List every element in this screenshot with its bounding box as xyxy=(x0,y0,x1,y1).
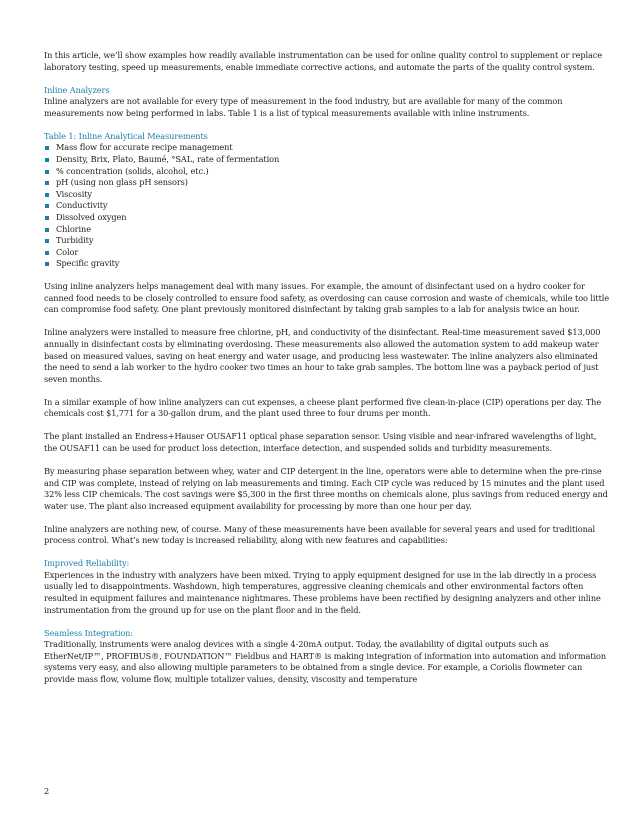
bullet-square-icon xyxy=(45,262,49,266)
bullet-square-icon xyxy=(45,170,49,174)
list-item: Density, Brix, Plato, Baumé, °SAL, rate of fermentation xyxy=(44,154,610,166)
body-paragraph: Inline analyzers are nothing new, of course. Many of these measurements have been available for several years and used for traditional process control. What’s new today is increased reliability, along with new features and capabilities: xyxy=(44,523,596,546)
list-item: Dissolved oxygen xyxy=(44,212,610,224)
list-item: Mass flow for accurate recipe management xyxy=(44,142,610,154)
list-item: Chlorine xyxy=(44,224,610,236)
improved-reliability-section xyxy=(44,558,610,616)
bullet-square-icon xyxy=(45,251,49,255)
page-number: 2 xyxy=(44,786,50,796)
improved-reliability-text: Experiences in the industry with analyzers have been mixed. Trying to apply equipment designed for use in the lab directly in a process usually led to disappointments. Washdown, high temperatures, aggressive cleaning chemicals and other environmental factors often resulted in equipment failures and maintenance nightmares. These problems have been rectified by designing analyzers and other inline instrumentation from the ground up for use on the plant floor and in the field. xyxy=(44,569,601,615)
inline-analyzers-heading: Inline Analyzers xyxy=(44,84,110,95)
seamless-integration-section xyxy=(44,628,610,686)
list-item: Color xyxy=(44,247,610,259)
bullet-square-icon xyxy=(45,204,49,208)
bullet-square-icon xyxy=(45,228,49,232)
list-item: pH (using non glass pH sensors) xyxy=(44,177,610,189)
inline-analyzers-section xyxy=(44,85,610,120)
body-paragraph: In a similar example of how inline analyzers can cut expenses, a cheese plant performed five clean-in-place (CIP) operations per day. The chemicals cost $1,771 for a 30-gallon drum, and the plant used three to four drums per month. xyxy=(44,396,602,419)
body-paragraph: Using inline analyzers helps management deal with many issues. For example, the amount of disinfectant used on a hydro cooker for canned food needs to be closely controlled to ensure food safety, as overdosing can cause corrosion and waste of chemicals, while too little can compromise food safety. One plant previously monitored disinfectant by taking grab samples to a lab for analysis twice an hour. xyxy=(44,281,610,315)
seamless-integration-text: Traditionally, instruments were analog devices with a single 4-20mA output. Today, the availability of digital outputs such as EtherNet/IP™, PROFIBUS®, FOUNDATION™ Fieldbus and HART® is making integration of information into automation and information systems very easy, and also allowing multiple parameters to be obtained from a single device. For example, a Coriolis flowmeter can provide mass flow, volume flow, multiple totalizer values, density, viscosity and temperature xyxy=(44,639,607,685)
list-item: Viscosity xyxy=(44,189,610,201)
inline-analyzers-text: Inline analyzers are not available for every type of measurement in the food industry, but are available for many of the common measurements now being performed in labs. Table 1 is a list of typical measurements available with inline instruments. xyxy=(44,96,563,118)
improved-reliability-heading: Improved Reliability: xyxy=(44,558,130,569)
bullet-square-icon xyxy=(45,146,49,150)
bullet-square-icon xyxy=(45,193,49,197)
list-item: Turbidity xyxy=(44,235,610,247)
table1-heading: Table 1: Inline Analytical Measurements xyxy=(44,130,208,141)
article-body xyxy=(44,50,610,697)
body-paragraph: Inline analyzers were installed to measure free chlorine, pH, and conductivity of the disinfectant. Real-time measurement saved $13,000 annually in disinfectant costs by eliminating overdosing. These measurements also allowed the automation system to add makeup water based on measured values, saving on heat energy and water usage, and producing less wastewater. The inline analyzers also eliminated the need to send a lab worker to the hydro cooker two times an hour to take grab samples. The bottom line was a payback period of just seven months. xyxy=(44,327,601,384)
bullet-square-icon xyxy=(45,158,49,162)
list-item: Conductivity xyxy=(44,200,610,212)
list-item: % concentration (solids, alcohol, etc.) xyxy=(44,166,610,178)
bullet-square-icon xyxy=(45,239,49,243)
list-item: Specific gravity xyxy=(44,258,610,270)
bullet-square-icon xyxy=(45,216,49,220)
measurements-list xyxy=(44,142,610,270)
body-paragraph: By measuring phase separation between whey, water and CIP detergent in the line, operators were able to determine when the pre-rinse and CIP was complete, instead of relying on lab measurements and timing. Each CIP cycle was reduced by 15 minutes and the plant used 32% less CIP chemicals. The cost savings were $5,300 in the first three months on chemicals alone, plus savings from reduced energy and water use. The plant also increased equipment availability for processing by more than one hour per day. xyxy=(44,465,608,511)
bullet-square-icon xyxy=(45,181,49,185)
body-paragraph: The plant installed an Endress+Hauser OUSAF11 optical phase separation sensor. Using visible and near-infrared wavelengths of light, the OUSAF11 can be used for product loss detection, interface detection, and suspended solids and turbidity measurements. xyxy=(44,431,597,453)
intro-paragraph: In this article, we’ll show examples how readily available instrumentation can be used for online quality control to supplement or replace laboratory testing, speed up measurements, enable immediate corrective actions, and automate the parts of the quality control system. xyxy=(44,50,603,72)
seamless-integration-heading: Seamless Integration: xyxy=(44,627,134,638)
